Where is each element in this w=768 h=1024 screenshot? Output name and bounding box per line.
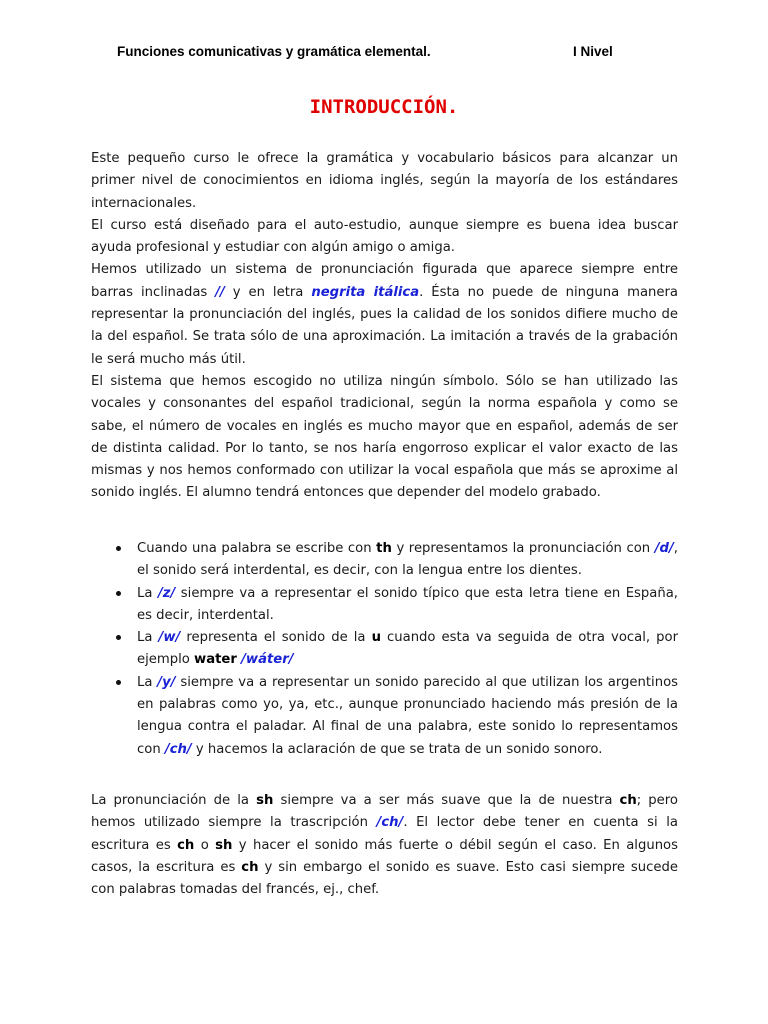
text-run: y hacemos la aclaración de que se trata de un sonido sonoro.	[191, 741, 603, 757]
pron-w: /w/	[158, 630, 181, 646]
intro-paragraph-3	[91, 259, 678, 370]
text-run: y sin embargo el sonido es suave. Esto casi siempre sucede con palabras tomadas del francés, ej., chef.	[91, 859, 678, 898]
text-run: La	[137, 585, 158, 601]
page-title: INTRODUCCIÓN.	[309, 96, 459, 118]
pronunciation-slashes: //	[215, 284, 225, 300]
text-run: Cuando una palabra se escribe con	[137, 541, 377, 556]
text-run: o	[194, 837, 216, 853]
bullet-list	[91, 538, 678, 761]
bold-sh: sh	[215, 837, 233, 853]
pron-ch: /ch/	[376, 815, 404, 831]
bold-water: water	[194, 652, 237, 668]
text-run: . El lector debe tener en cuenta si la escritura es	[91, 815, 678, 853]
text-run: La pronunciación de la	[91, 793, 257, 808]
bullet-item-z	[137, 583, 678, 628]
text-run: siempre va a representar el sonido típico que esta letra tiene en España, es decir, interdental.	[137, 585, 678, 623]
bold-ch: ch	[241, 859, 259, 875]
pron-d: /d/	[654, 541, 674, 556]
bullet-item-th	[137, 538, 678, 583]
bold-ch: ch	[177, 837, 195, 853]
pron-z: /z/	[157, 585, 176, 601]
closing-paragraph	[91, 790, 678, 901]
text-run: cuando esta va seguida de otra vocal, por ejemplo	[137, 630, 679, 668]
text-run: La	[137, 674, 158, 690]
header-course-title: Funciones comunicativas y gramática elemental.	[117, 44, 431, 59]
bullet-item-y	[137, 672, 678, 761]
text-run: . Ésta no puede de ninguna manera representar la pronunciación del inglés, pues la calidad de los sonidos difiere mucho de la del español. Se trata sólo de una aproximación. La imitación a través de la grabación le será mucho más útil.	[91, 284, 679, 367]
text-run: y hacer el sonido más fuerte o débil según el caso. En algunos casos, la escritura es	[91, 837, 678, 875]
intro-paragraph-2: El curso está diseñado para el auto-estudio, aunque siempre es buena idea buscar ayuda profesional y estudiar con algún amigo o amiga.	[91, 217, 678, 256]
intro-paragraph-4: El sistema que hemos escogido no utiliza ningún símbolo. Sólo se han utilizado las vocales y consonantes del español tradicional, según la norma española y como se sabe, el número de vocales en inglés es mucho mayor que en español, además de ser de distinta calidad. Por lo tanto, se nos haría engorroso explicar el valor exacto de las mismas y nos hemos conformado con utilizar la vocal española que más se aproxime al sonido inglés. El alumno tendrá entonces que depender del modelo grabado.	[91, 373, 678, 501]
text-run: representa el sonido de la	[180, 630, 372, 646]
text-run: siempre va a ser más suave que la de nuestra	[273, 793, 620, 808]
bold-u: u	[371, 630, 381, 646]
pron-ch: /ch/	[164, 741, 192, 757]
bold-italic-example: negrita itálica	[311, 284, 420, 300]
text-run: , el sonido será interdental, es decir, con la lengua entre los dientes.	[137, 541, 678, 579]
text-run: y representamos la pronunciación con	[391, 541, 655, 556]
text-run: y en letra	[224, 284, 312, 300]
closing-section	[91, 790, 678, 901]
bullet-section	[91, 538, 678, 761]
pron-y: /y/	[157, 674, 176, 690]
pron-water: /wáter/	[241, 652, 294, 668]
bold-sh: sh	[256, 793, 274, 808]
bold-ch: ch	[619, 793, 637, 808]
bold-th: th	[376, 541, 392, 556]
text-run: Hemos utilizado un sistema de pronunciación figurada que aparece siempre entre barras inclinadas	[91, 262, 678, 300]
text-run: ; pero hemos utilizado siempre la trascripción	[91, 793, 678, 831]
intro-section	[91, 148, 678, 505]
text-run: siempre va a representar un sonido parecido al que utilizan los argentinos en palabras como yo, ya, etc., aunque pronunciado haciendo más presión de la lengua contra el paladar. Al final de una palabra, este sonido lo representamos con	[137, 674, 679, 757]
bullet-item-w	[137, 627, 678, 672]
header-level: I Nivel	[573, 44, 613, 59]
intro-paragraph-1: Este pequeño curso le ofrece la gramática y vocabulario básicos para alcanzar un primer nivel de conocimientos en idioma inglés, según la mayoría de los estándares internacionales.	[91, 151, 678, 211]
text-run: La	[137, 630, 159, 646]
